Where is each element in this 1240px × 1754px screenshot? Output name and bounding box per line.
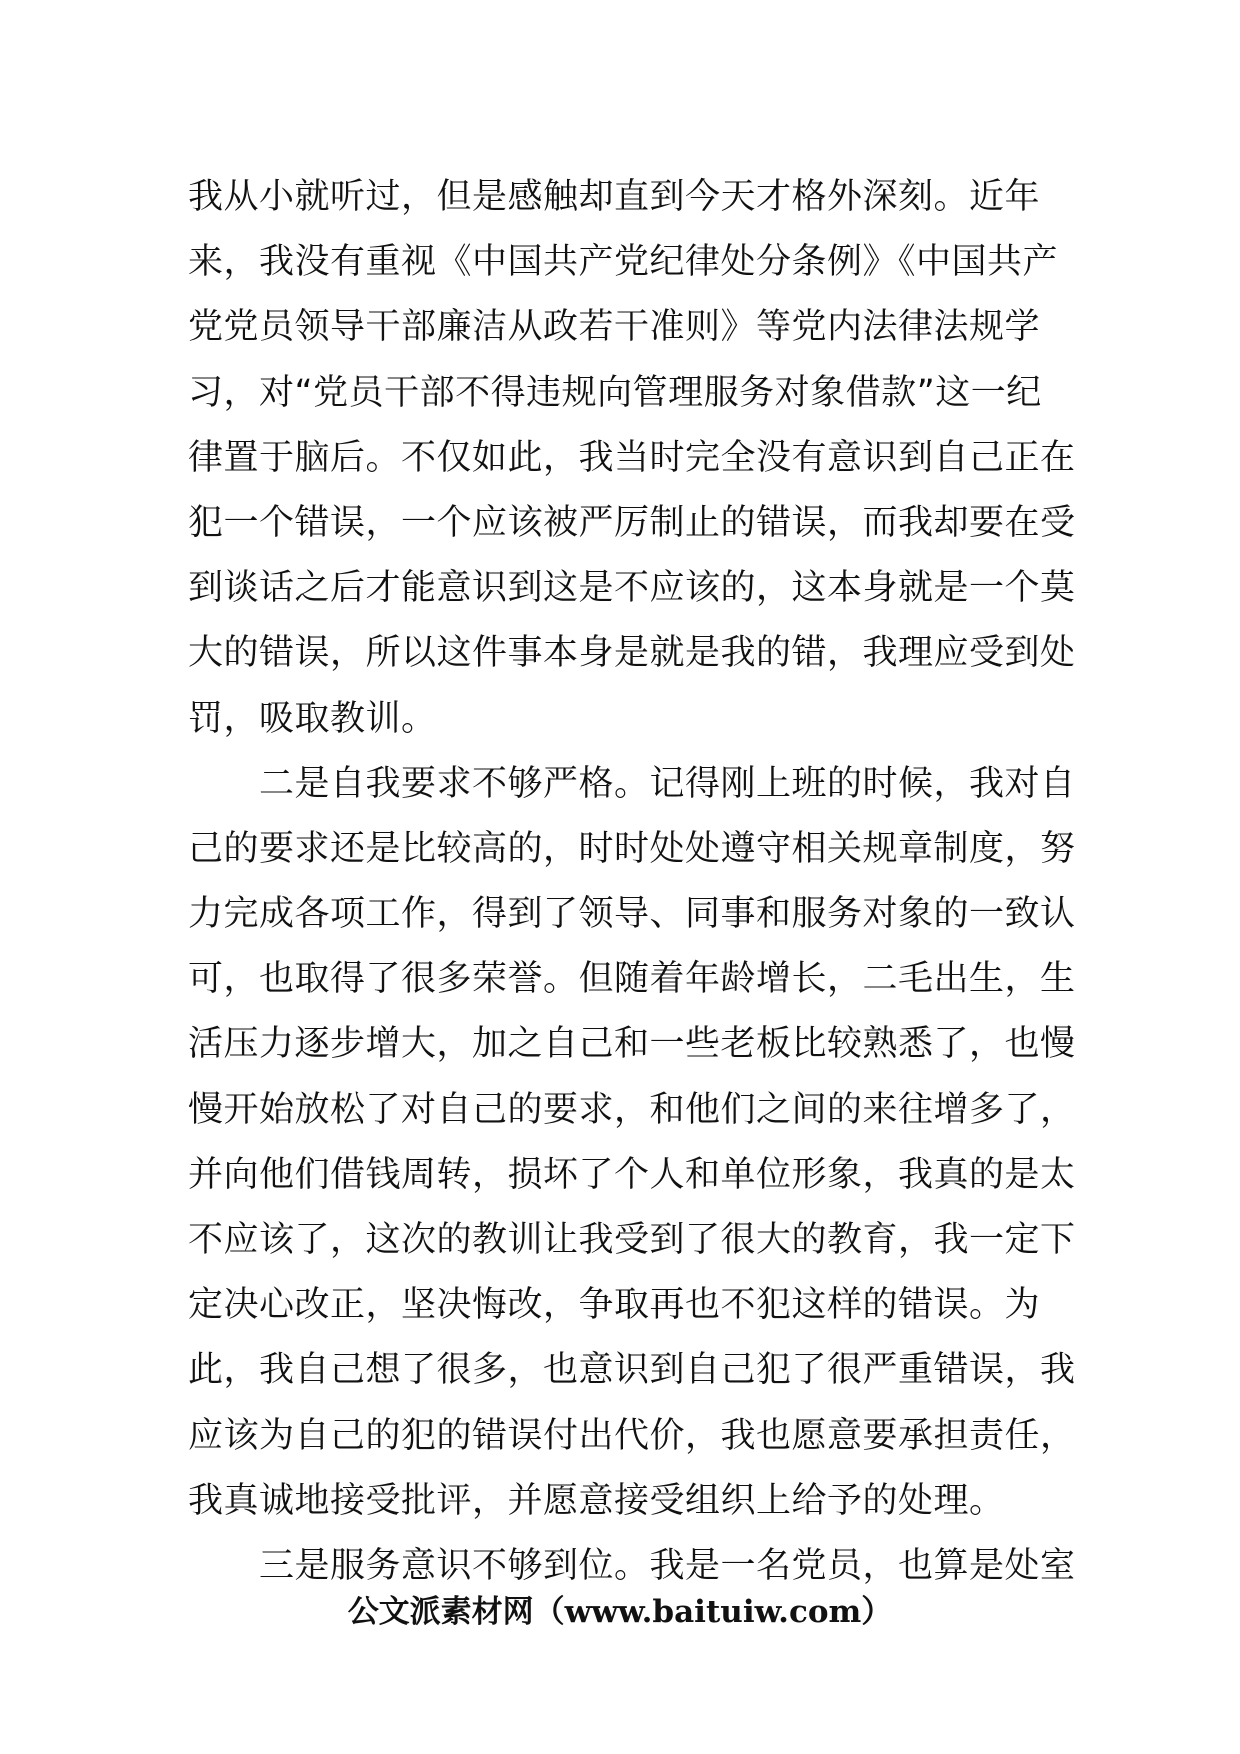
text-line: 犯一个错误，一个应该被严厉制止的错误，而我却要在受 [188,502,1076,543]
text-line: 我从小就听过，但是感触却直到今天才格外深刻。近年 [188,177,1041,217]
text-line: 二是自我要求不够严格。记得刚上班的时候，我对自 [188,763,1076,804]
text-line: 己的要求还是比较高的，时时处处遵守相关规章制度，努 [188,828,1076,869]
text-line: 力完成各项工作，得到了领导、同事和服务对象的一致认 [188,894,1076,935]
page-footer: 公文派素材网（www.baituiw.com） [347,1594,893,1630]
text-line: 党党员领导干部廉洁从政若干准则》等党内法律法规学 [188,307,1041,348]
text-line: 活压力逐步增大，加之自己和一些老板比较熟悉了，也慢 [188,1024,1076,1065]
text-line: 习，对“党员干部不得违规向管理服务对象借款”这一纪 [188,372,1042,413]
text-line: 应该为自己的犯的错误付出代价，我也愿意要承担责任， [188,1415,1076,1456]
text-line: 慢开始放松了对自己的要求，和他们之间的来往增多了， [188,1089,1076,1130]
text-line: 罚，吸取教训。 [188,698,437,739]
body-text [188,165,1076,1599]
text-line: 来，我没有重视《中国共产党纪律处分条例》《中国共产 [188,242,1059,283]
text-line: 我真诚地接受批评，并愿意接受组织上给予的处理。 [188,1480,1005,1521]
text-line: 三是服务意识不够到位。我是一名党员，也算是处室 [188,1545,1076,1586]
text-line: 律置于脑后。不仅如此，我当时完全没有意识到自己正在 [188,437,1076,478]
text-line: 并向他们借钱周转，损坏了个人和单位形象，我真的是太 [188,1154,1076,1195]
text-line: 大的错误，所以这件事本身是就是我的错，我理应受到处 [188,633,1076,674]
text-line: 可，也取得了很多荣誉。但随着年龄增长，二毛出生，生 [188,959,1076,1000]
text-line: 定决心改正，坚决悔改，争取再也不犯这样的错误。为 [188,1285,1041,1326]
text-line: 到谈话之后才能意识到这是不应该的，这本身就是一个莫 [188,568,1076,609]
text-line: 此，我自己想了很多，也意识到自己犯了很严重错误，我 [188,1350,1076,1391]
text-line: 不应该了，这次的教训让我受到了很大的教育，我一定下 [188,1220,1076,1260]
